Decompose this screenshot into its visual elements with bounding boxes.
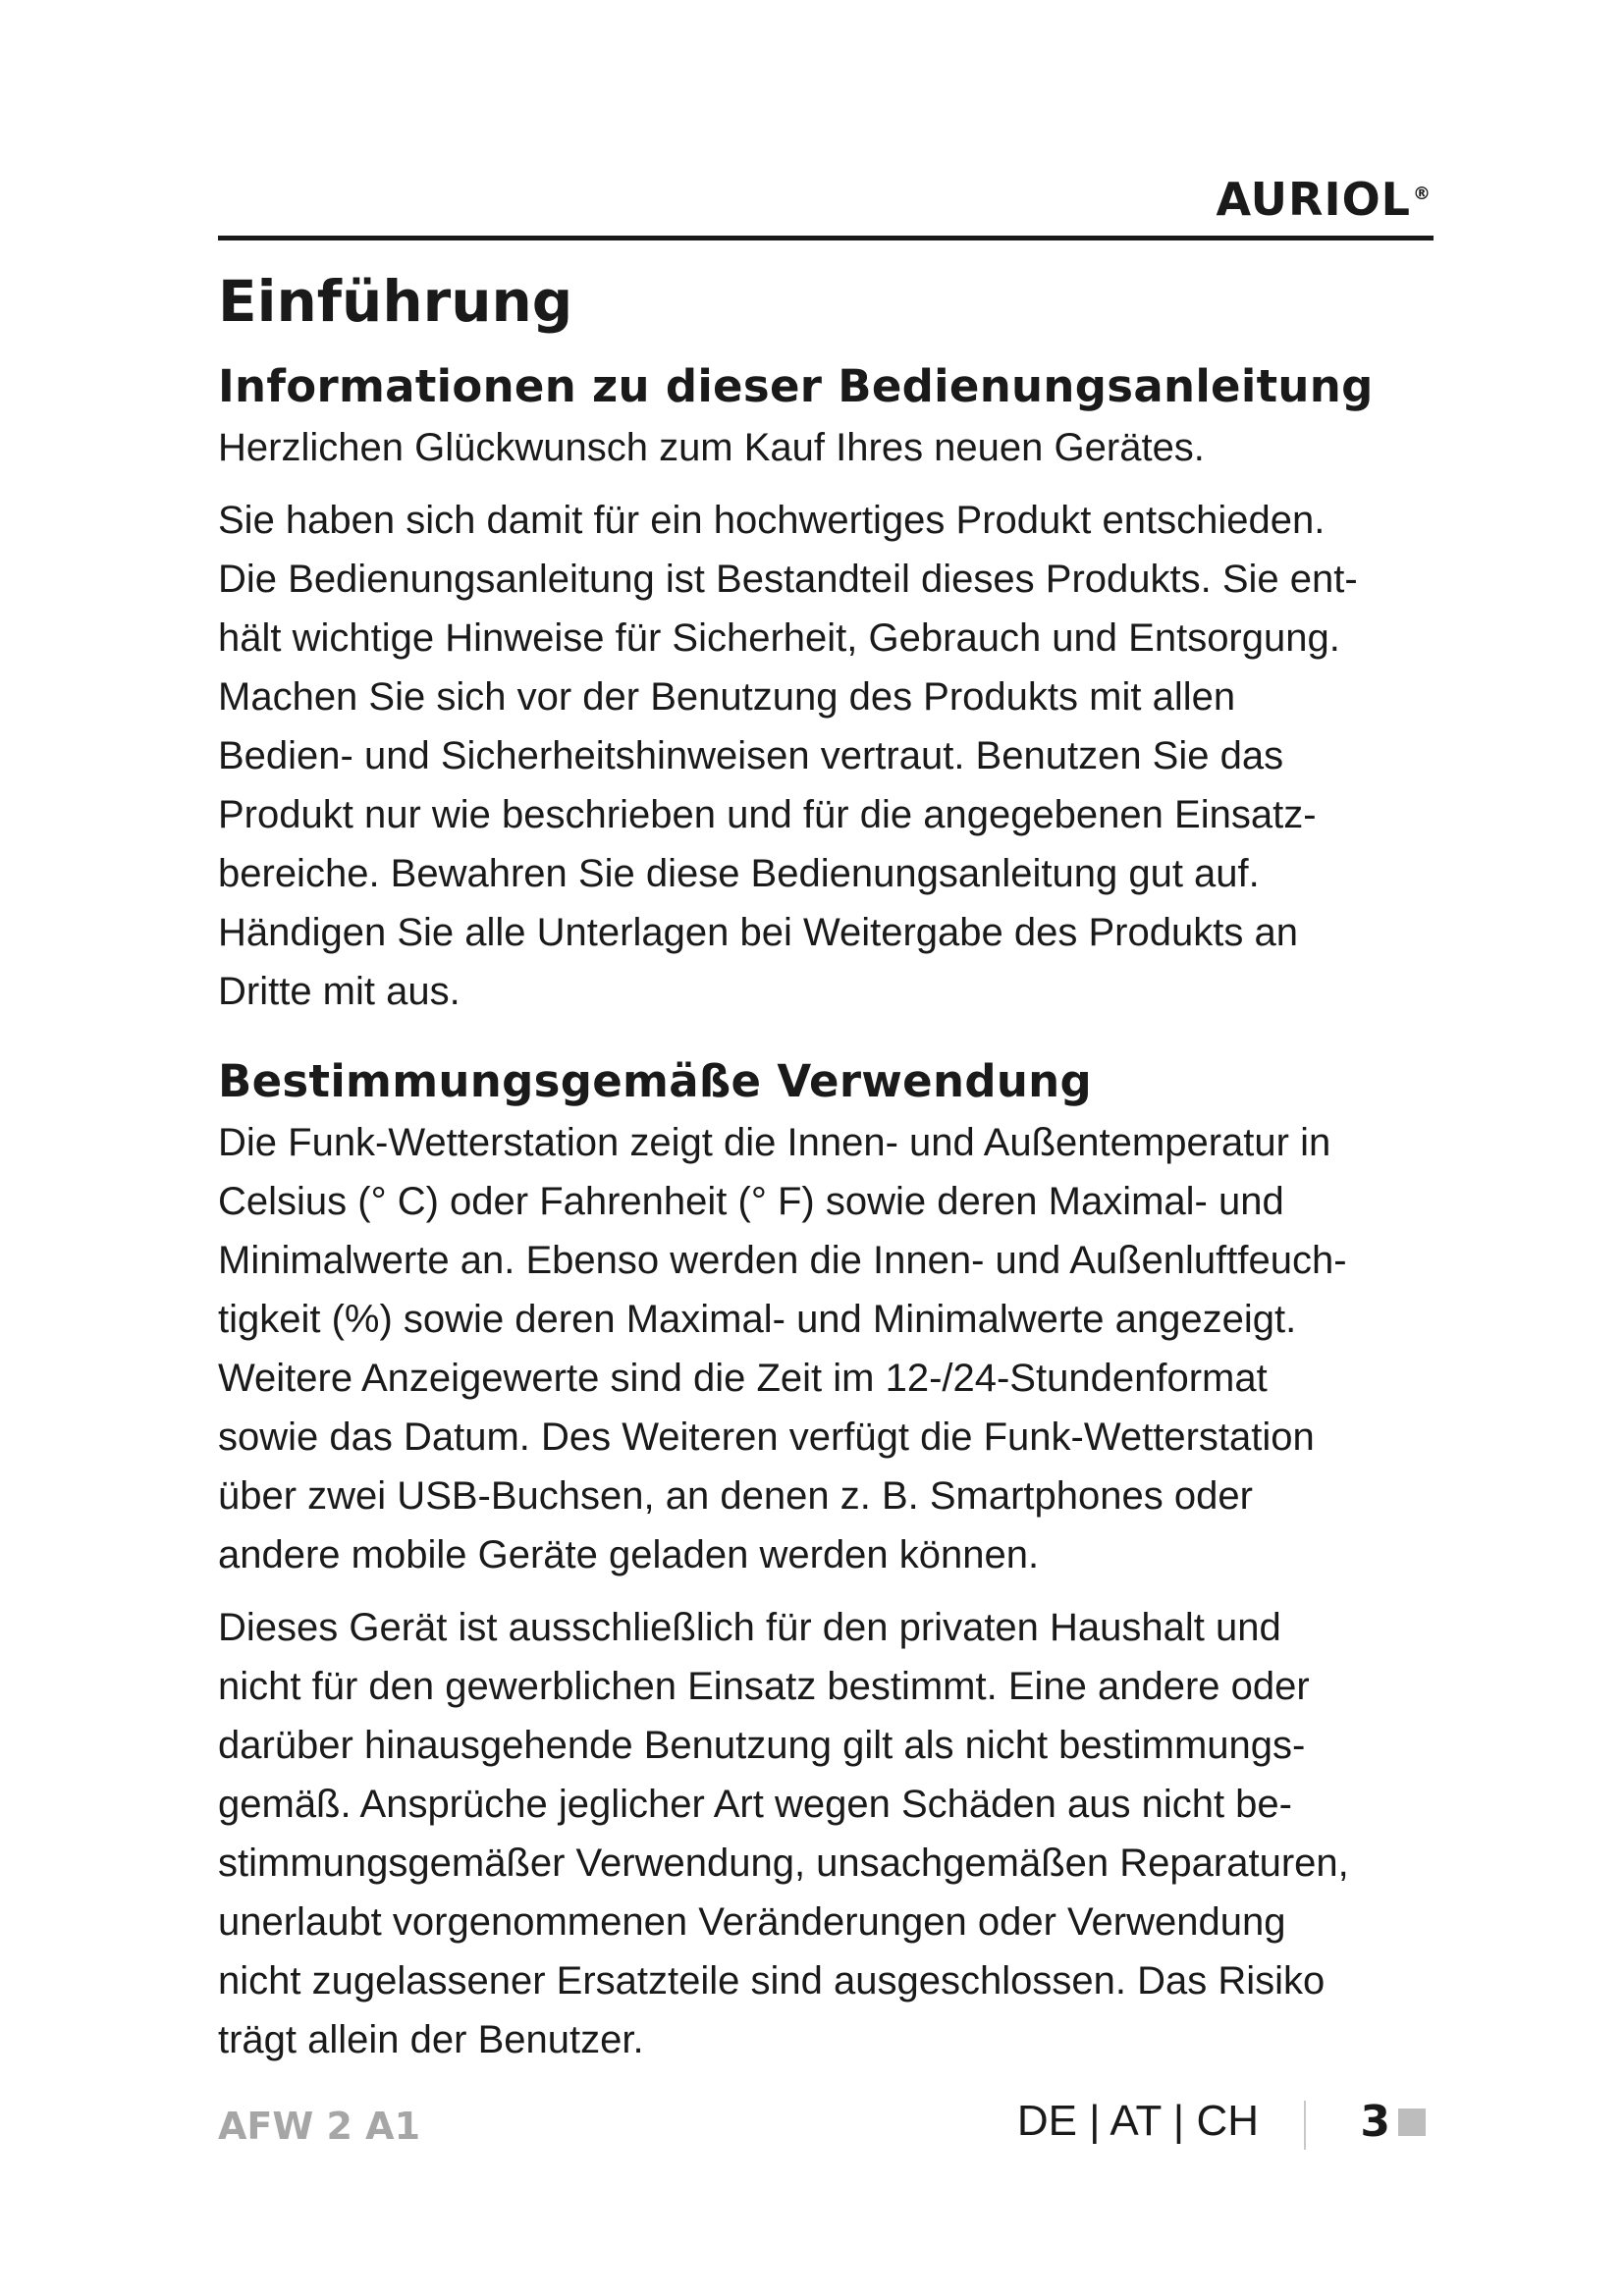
brand-logo: [1217, 173, 1433, 226]
page-number: 3: [1360, 2097, 1390, 2147]
text-line: andere mobile Geräte geladen werden können.: [218, 1533, 1040, 1576]
text-line: Dritte mit aus.: [218, 970, 460, 1013]
footer-divider: [1304, 2101, 1306, 2150]
text-line: tigkeit (%) sowie deren Maximal- und Minimalwerte angezeigt.: [218, 1298, 1297, 1341]
text-line: Weitere Anzeigewerte sind die Zeit im 12-/24-Stundenformat: [218, 1357, 1268, 1400]
text-line: stimmungsgemäßer Verwendung, unsachgemäßen Reparaturen,: [218, 1842, 1349, 1885]
text-line: hält wichtige Hinweise für Sicherheit, Gebrauch und Entsorgung.: [218, 616, 1340, 660]
text-line: Celsius (° C) oder Fahrenheit (° F) sowie deren Maximal- und: [218, 1180, 1284, 1223]
text-line: unerlaubt vorgenommenen Veränderungen oder Verwendung: [218, 1900, 1286, 1944]
page-content: [218, 257, 1445, 2069]
text-line: Machen Sie sich vor der Benutzung des Produkts mit allen: [218, 675, 1236, 719]
text-line: Die Funk-Wetterstation zeigt die Innen- und Außentemperatur in: [218, 1121, 1331, 1164]
text-line: Die Bedienungsanleitung ist Bestandteil dieses Produkts. Sie ent-: [218, 558, 1358, 601]
page-title: Einführung: [218, 268, 573, 335]
text-line: trägt allein der Benutzer.: [218, 2018, 644, 2061]
text-line: sowie das Datum. Des Weiteren verfügt die Funk-Wetterstation: [218, 1415, 1315, 1459]
text-line: bereiche. Bewahren Sie diese Bedienungsanleitung gut auf.: [218, 852, 1260, 895]
text-line: Sie haben sich damit für ein hochwertiges Produkt entschieden.: [218, 499, 1326, 542]
page-marker-square: [1398, 2109, 1426, 2136]
header-rule: [218, 236, 1434, 240]
page-footer: [218, 2091, 1434, 2160]
text-line: Produkt nur wie beschrieben und für die angegebenen Einsatz-: [218, 793, 1317, 836]
text-line: gemäß. Ansprüche jeglicher Art wegen Schäden aus nicht be-: [218, 1783, 1292, 1826]
text-line: Bedien- und Sicherheitshinweisen vertraut. Benutzen Sie das: [218, 734, 1284, 777]
registered-mark: ®: [1413, 183, 1432, 204]
text-line: Dieses Gerät ist ausschließlich für den privaten Haushalt und: [218, 1606, 1281, 1649]
text-line: nicht für den gewerblichen Einsatz bestimmt. Eine andere oder: [218, 1665, 1310, 1708]
text-line: über zwei USB-Buchsen, an denen z. B. Smartphones oder: [218, 1474, 1253, 1518]
usage-paragraph-1: [218, 1113, 1445, 1584]
text-line: Herzlichen Glückwunsch zum Kauf Ihres neuen Gerätes.: [218, 426, 1205, 469]
section-heading-info: Informationen zu dieser Bedienungsanleitung: [218, 360, 1374, 412]
text-line: Minimalwerte an. Ebenso werden die Innen- und Außenluftfeuch-: [218, 1239, 1347, 1282]
text-line: Händigen Sie alle Unterlagen bei Weitergabe des Produkts an: [218, 911, 1298, 954]
model-number: AFW 2 A1: [218, 2105, 421, 2148]
country-codes: DE | AT | CH: [1016, 2097, 1259, 2145]
section-heading-usage: Bestimmungsgemäße Verwendung: [218, 1055, 1093, 1107]
text-line: darüber hinausgehende Benutzung gilt als nicht bestimmungs-: [218, 1724, 1306, 1767]
info-paragraph-1: [218, 418, 1445, 477]
usage-paragraph-2: [218, 1598, 1445, 2069]
info-paragraph-2: [218, 491, 1445, 1021]
brand-name: AURIOL: [1216, 173, 1411, 226]
text-line: nicht zugelassener Ersatzteile sind ausgeschlossen. Das Risiko: [218, 1959, 1326, 2002]
